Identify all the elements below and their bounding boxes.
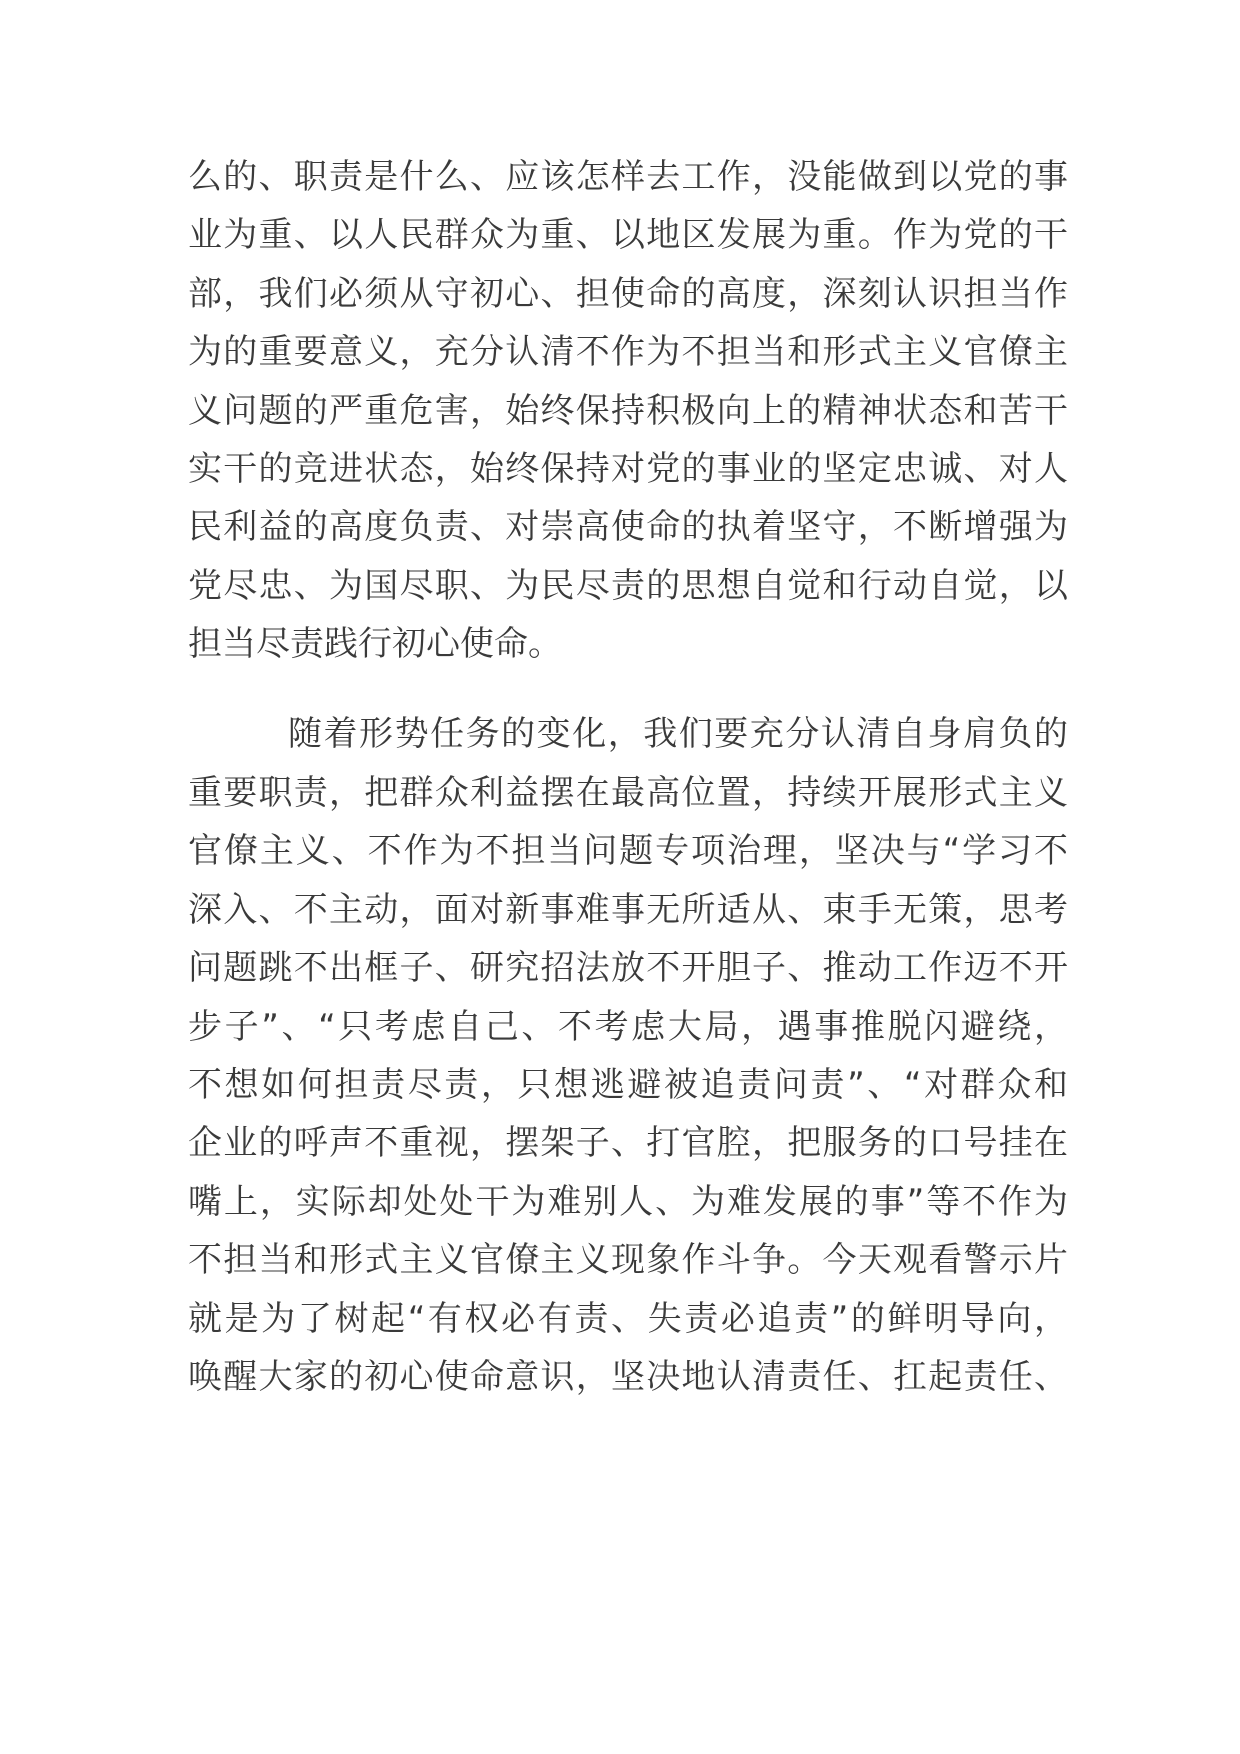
paragraph-line: 步子”、“只考虑自己、不考虑大局，遇事推脱闪避绕， <box>188 1007 1068 1047</box>
paragraph-line: 官僚主义、不作为不担当问题专项治理，坚决与“学习不 <box>188 831 1068 871</box>
paragraph-line: 为的重要意义，充分认清不作为不担当和形式主义官僚主 <box>188 332 1068 372</box>
paragraph-line: 唤醒大家的初心使命意识，坚决地认清责任、扛起责任、 <box>188 1357 1068 1397</box>
paragraph-line: 随着形势任务的变化，我们要充分认清自身肩负的 <box>288 714 1068 754</box>
paragraph-line: 义问题的严重危害，始终保持积极向上的精神状态和苦干 <box>188 391 1068 431</box>
paragraph-line: 企业的呼声不重视，摆架子、打官腔，把服务的口号挂在 <box>188 1123 1068 1163</box>
paragraph-line: 担当尽责践行初心使命。 <box>188 624 562 664</box>
paragraph-line: 深入、不主动，面对新事难事无所适从、束手无策，思考 <box>188 890 1068 930</box>
paragraph-line: 部，我们必须从守初心、担使命的高度，深刻认识担当作 <box>188 274 1068 314</box>
paragraph-line: 么的、职责是什么、应该怎样去工作，没能做到以党的事 <box>188 157 1068 197</box>
paragraph-line: 问题跳不出框子、研究招法放不开胆子、推动工作迈不开 <box>188 948 1068 988</box>
paragraph-line: 嘴上，实际却处处干为难别人、为难发展的事”等不作为 <box>188 1182 1068 1222</box>
paragraph-line: 就是为了树起“有权必有责、失责必追责”的鲜明导向， <box>188 1299 1068 1339</box>
paragraph-line: 不担当和形式主义官僚主义现象作斗争。今天观看警示片 <box>188 1240 1068 1280</box>
paragraph-line: 实干的竞进状态，始终保持对党的事业的坚定忠诚、对人 <box>188 449 1068 489</box>
paragraph-line: 重要职责，把群众利益摆在最高位置，持续开展形式主义 <box>188 773 1068 813</box>
paragraph-line: 业为重、以人民群众为重、以地区发展为重。作为党的干 <box>188 215 1068 255</box>
paragraph-line: 民利益的高度负责、对崇高使命的执着坚守，不断增强为 <box>188 507 1068 547</box>
paragraph-line: 党尽忠、为国尽职、为民尽责的思想自觉和行动自觉，以 <box>188 566 1068 606</box>
paragraph-line: 不想如何担责尽责，只想逃避被追责问责”、“对群众和 <box>188 1065 1068 1105</box>
